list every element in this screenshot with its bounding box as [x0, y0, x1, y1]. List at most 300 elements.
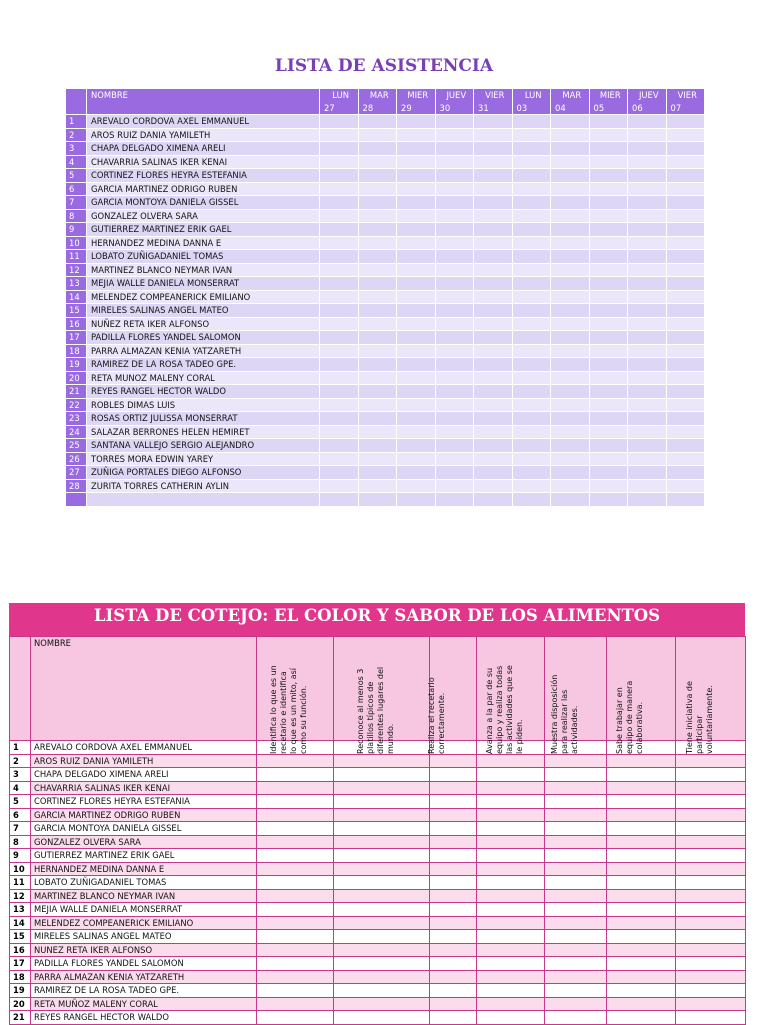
attendance-cell[interactable] — [397, 196, 436, 210]
checklist-cell[interactable] — [430, 916, 477, 930]
attendance-cell[interactable] — [512, 142, 551, 156]
attendance-cell[interactable] — [512, 479, 551, 493]
attendance-cell[interactable] — [551, 425, 590, 439]
attendance-cell[interactable] — [589, 331, 628, 345]
attendance-cell[interactable] — [589, 290, 628, 304]
attendance-cell[interactable] — [397, 412, 436, 426]
attendance-cell[interactable] — [551, 250, 590, 264]
attendance-cell[interactable] — [628, 155, 667, 169]
attendance-cell[interactable] — [628, 128, 667, 142]
attendance-cell[interactable] — [589, 452, 628, 466]
attendance-cell[interactable] — [628, 169, 667, 183]
checklist-cell[interactable] — [607, 781, 676, 795]
attendance-cell[interactable] — [358, 466, 397, 480]
attendance-cell[interactable] — [666, 479, 705, 493]
attendance-cell[interactable] — [474, 317, 513, 331]
checklist-cell[interactable] — [334, 835, 430, 849]
checklist-cell[interactable] — [607, 835, 676, 849]
checklist-cell[interactable] — [676, 835, 746, 849]
attendance-cell[interactable] — [397, 128, 436, 142]
attendance-cell[interactable] — [628, 317, 667, 331]
checklist-cell[interactable] — [477, 781, 545, 795]
attendance-cell[interactable] — [589, 466, 628, 480]
attendance-cell[interactable] — [512, 466, 551, 480]
attendance-cell[interactable] — [551, 236, 590, 250]
attendance-cell[interactable] — [320, 371, 359, 385]
attendance-cell[interactable] — [397, 385, 436, 399]
attendance-cell[interactable] — [435, 196, 474, 210]
attendance-cell[interactable] — [512, 209, 551, 223]
checklist-cell[interactable] — [430, 754, 477, 768]
attendance-cell[interactable] — [666, 371, 705, 385]
checklist-cell[interactable] — [334, 943, 430, 957]
checklist-cell[interactable] — [676, 768, 746, 782]
checklist-cell[interactable] — [477, 876, 545, 890]
attendance-cell[interactable] — [320, 223, 359, 237]
checklist-cell[interactable] — [334, 822, 430, 836]
attendance-cell[interactable] — [666, 196, 705, 210]
attendance-cell[interactable] — [551, 277, 590, 291]
checklist-cell[interactable] — [477, 768, 545, 782]
attendance-cell[interactable] — [320, 358, 359, 372]
checklist-cell[interactable] — [334, 862, 430, 876]
attendance-cell[interactable] — [512, 169, 551, 183]
attendance-cell[interactable] — [628, 493, 667, 507]
attendance-cell[interactable] — [474, 169, 513, 183]
attendance-cell[interactable] — [666, 250, 705, 264]
checklist-cell[interactable] — [477, 970, 545, 984]
attendance-cell[interactable] — [358, 479, 397, 493]
attendance-cell[interactable] — [358, 425, 397, 439]
checklist-cell[interactable] — [545, 916, 607, 930]
checklist-cell[interactable] — [676, 997, 746, 1011]
attendance-cell[interactable] — [320, 479, 359, 493]
checklist-cell[interactable] — [477, 822, 545, 836]
attendance-cell[interactable] — [628, 209, 667, 223]
attendance-cell[interactable] — [435, 358, 474, 372]
attendance-cell[interactable] — [628, 452, 667, 466]
checklist-cell[interactable] — [257, 970, 334, 984]
checklist-cell[interactable] — [257, 903, 334, 917]
attendance-cell[interactable] — [474, 250, 513, 264]
attendance-cell[interactable] — [320, 115, 359, 129]
attendance-cell[interactable] — [512, 236, 551, 250]
checklist-cell[interactable] — [545, 1011, 607, 1025]
attendance-cell[interactable] — [628, 439, 667, 453]
checklist-cell[interactable] — [430, 822, 477, 836]
checklist-cell[interactable] — [607, 970, 676, 984]
attendance-cell[interactable] — [397, 425, 436, 439]
attendance-cell[interactable] — [320, 344, 359, 358]
attendance-cell[interactable] — [474, 115, 513, 129]
attendance-cell[interactable] — [320, 263, 359, 277]
attendance-cell[interactable] — [589, 250, 628, 264]
checklist-cell[interactable] — [257, 849, 334, 863]
checklist-cell[interactable] — [477, 1011, 545, 1025]
attendance-cell[interactable] — [474, 398, 513, 412]
attendance-cell[interactable] — [397, 236, 436, 250]
attendance-cell[interactable] — [589, 358, 628, 372]
attendance-cell[interactable] — [474, 331, 513, 345]
attendance-cell[interactable] — [397, 344, 436, 358]
attendance-cell[interactable] — [551, 169, 590, 183]
checklist-cell[interactable] — [676, 795, 746, 809]
checklist-cell[interactable] — [257, 957, 334, 971]
attendance-cell[interactable] — [666, 155, 705, 169]
attendance-cell[interactable] — [551, 182, 590, 196]
checklist-cell[interactable] — [607, 916, 676, 930]
attendance-cell[interactable] — [358, 223, 397, 237]
checklist-cell[interactable] — [334, 997, 430, 1011]
attendance-cell[interactable] — [435, 317, 474, 331]
attendance-cell[interactable] — [512, 385, 551, 399]
attendance-cell[interactable] — [474, 263, 513, 277]
attendance-cell[interactable] — [551, 223, 590, 237]
attendance-cell[interactable] — [551, 290, 590, 304]
attendance-cell[interactable] — [435, 398, 474, 412]
attendance-cell[interactable] — [589, 155, 628, 169]
checklist-cell[interactable] — [477, 943, 545, 957]
attendance-cell[interactable] — [474, 155, 513, 169]
checklist-cell[interactable] — [257, 943, 334, 957]
attendance-cell[interactable] — [358, 169, 397, 183]
attendance-cell[interactable] — [551, 439, 590, 453]
checklist-cell[interactable] — [607, 862, 676, 876]
attendance-cell[interactable] — [628, 290, 667, 304]
attendance-cell[interactable] — [628, 250, 667, 264]
attendance-cell[interactable] — [320, 412, 359, 426]
attendance-cell[interactable] — [589, 169, 628, 183]
attendance-cell[interactable] — [435, 479, 474, 493]
attendance-cell[interactable] — [397, 371, 436, 385]
attendance-cell[interactable] — [435, 331, 474, 345]
checklist-cell[interactable] — [334, 1011, 430, 1025]
checklist-cell[interactable] — [430, 970, 477, 984]
attendance-cell[interactable] — [666, 344, 705, 358]
checklist-cell[interactable] — [430, 768, 477, 782]
attendance-cell[interactable] — [358, 398, 397, 412]
attendance-cell[interactable] — [358, 358, 397, 372]
checklist-cell[interactable] — [257, 781, 334, 795]
attendance-cell[interactable] — [666, 358, 705, 372]
attendance-cell[interactable] — [666, 263, 705, 277]
checklist-cell[interactable] — [334, 970, 430, 984]
attendance-cell[interactable] — [666, 236, 705, 250]
attendance-cell[interactable] — [397, 209, 436, 223]
checklist-cell[interactable] — [257, 1011, 334, 1025]
attendance-cell[interactable] — [666, 223, 705, 237]
attendance-cell[interactable] — [474, 277, 513, 291]
attendance-cell[interactable] — [435, 223, 474, 237]
checklist-cell[interactable] — [676, 822, 746, 836]
attendance-cell[interactable] — [474, 304, 513, 318]
checklist-cell[interactable] — [607, 984, 676, 998]
attendance-cell[interactable] — [358, 371, 397, 385]
attendance-cell[interactable] — [551, 412, 590, 426]
checklist-cell[interactable] — [430, 835, 477, 849]
checklist-cell[interactable] — [430, 795, 477, 809]
attendance-cell[interactable] — [589, 425, 628, 439]
attendance-cell[interactable] — [589, 115, 628, 129]
checklist-cell[interactable] — [477, 862, 545, 876]
checklist-cell[interactable] — [676, 970, 746, 984]
attendance-cell[interactable] — [397, 290, 436, 304]
attendance-cell[interactable] — [628, 425, 667, 439]
attendance-cell[interactable] — [551, 331, 590, 345]
attendance-cell[interactable] — [589, 439, 628, 453]
attendance-cell[interactable] — [628, 223, 667, 237]
attendance-cell[interactable] — [358, 317, 397, 331]
checklist-cell[interactable] — [477, 889, 545, 903]
checklist-cell[interactable] — [477, 795, 545, 809]
attendance-cell[interactable] — [589, 304, 628, 318]
checklist-cell[interactable] — [430, 997, 477, 1011]
attendance-cell[interactable] — [474, 412, 513, 426]
attendance-cell[interactable] — [551, 398, 590, 412]
checklist-cell[interactable] — [257, 754, 334, 768]
attendance-cell[interactable] — [628, 277, 667, 291]
attendance-cell[interactable] — [474, 128, 513, 142]
checklist-cell[interactable] — [334, 849, 430, 863]
attendance-cell[interactable] — [589, 317, 628, 331]
checklist-cell[interactable] — [430, 781, 477, 795]
attendance-cell[interactable] — [397, 398, 436, 412]
checklist-cell[interactable] — [257, 930, 334, 944]
checklist-cell[interactable] — [545, 781, 607, 795]
attendance-cell[interactable] — [320, 182, 359, 196]
checklist-cell[interactable] — [477, 754, 545, 768]
attendance-cell[interactable] — [320, 155, 359, 169]
checklist-cell[interactable] — [334, 768, 430, 782]
checklist-cell[interactable] — [257, 808, 334, 822]
checklist-cell[interactable] — [257, 889, 334, 903]
attendance-cell[interactable] — [512, 331, 551, 345]
checklist-cell[interactable] — [477, 930, 545, 944]
checklist-cell[interactable] — [545, 903, 607, 917]
attendance-cell[interactable] — [551, 155, 590, 169]
attendance-cell[interactable] — [474, 371, 513, 385]
attendance-cell[interactable] — [666, 169, 705, 183]
attendance-cell[interactable] — [628, 304, 667, 318]
checklist-cell[interactable] — [334, 808, 430, 822]
attendance-cell[interactable] — [589, 236, 628, 250]
attendance-cell[interactable] — [589, 412, 628, 426]
checklist-cell[interactable] — [676, 889, 746, 903]
attendance-cell[interactable] — [435, 263, 474, 277]
attendance-cell[interactable] — [358, 344, 397, 358]
attendance-cell[interactable] — [435, 277, 474, 291]
attendance-cell[interactable] — [551, 385, 590, 399]
checklist-cell[interactable] — [676, 930, 746, 944]
attendance-cell[interactable] — [551, 128, 590, 142]
attendance-cell[interactable] — [589, 182, 628, 196]
attendance-cell[interactable] — [435, 290, 474, 304]
attendance-cell[interactable] — [320, 128, 359, 142]
attendance-cell[interactable] — [320, 236, 359, 250]
attendance-cell[interactable] — [589, 493, 628, 507]
attendance-cell[interactable] — [474, 439, 513, 453]
checklist-cell[interactable] — [676, 781, 746, 795]
checklist-cell[interactable] — [545, 795, 607, 809]
attendance-cell[interactable] — [512, 223, 551, 237]
attendance-cell[interactable] — [474, 452, 513, 466]
attendance-cell[interactable] — [358, 385, 397, 399]
attendance-cell[interactable] — [397, 142, 436, 156]
attendance-cell[interactable] — [474, 196, 513, 210]
attendance-cell[interactable] — [435, 115, 474, 129]
checklist-cell[interactable] — [257, 916, 334, 930]
attendance-cell[interactable] — [358, 263, 397, 277]
attendance-cell[interactable] — [474, 182, 513, 196]
attendance-cell[interactable] — [628, 358, 667, 372]
attendance-cell[interactable] — [320, 452, 359, 466]
checklist-cell[interactable] — [607, 754, 676, 768]
attendance-cell[interactable] — [358, 142, 397, 156]
attendance-cell[interactable] — [666, 142, 705, 156]
checklist-cell[interactable] — [607, 943, 676, 957]
checklist-cell[interactable] — [430, 930, 477, 944]
checklist-cell[interactable] — [334, 795, 430, 809]
attendance-cell[interactable] — [551, 304, 590, 318]
checklist-cell[interactable] — [430, 849, 477, 863]
checklist-cell[interactable] — [430, 957, 477, 971]
checklist-cell[interactable] — [430, 862, 477, 876]
attendance-cell[interactable] — [589, 128, 628, 142]
attendance-cell[interactable] — [397, 263, 436, 277]
checklist-cell[interactable] — [607, 876, 676, 890]
checklist-cell[interactable] — [430, 1011, 477, 1025]
attendance-cell[interactable] — [512, 344, 551, 358]
attendance-cell[interactable] — [397, 304, 436, 318]
attendance-cell[interactable] — [474, 344, 513, 358]
checklist-cell[interactable] — [334, 903, 430, 917]
attendance-cell[interactable] — [397, 277, 436, 291]
attendance-cell[interactable] — [666, 277, 705, 291]
checklist-cell[interactable] — [257, 862, 334, 876]
attendance-cell[interactable] — [666, 412, 705, 426]
attendance-cell[interactable] — [512, 304, 551, 318]
attendance-cell[interactable] — [589, 209, 628, 223]
checklist-cell[interactable] — [334, 876, 430, 890]
attendance-cell[interactable] — [320, 277, 359, 291]
attendance-cell[interactable] — [551, 466, 590, 480]
checklist-cell[interactable] — [676, 916, 746, 930]
checklist-cell[interactable] — [477, 916, 545, 930]
attendance-cell[interactable] — [397, 452, 436, 466]
attendance-cell[interactable] — [474, 385, 513, 399]
attendance-cell[interactable] — [512, 317, 551, 331]
attendance-cell[interactable] — [435, 371, 474, 385]
attendance-cell[interactable] — [320, 385, 359, 399]
checklist-cell[interactable] — [477, 957, 545, 971]
attendance-cell[interactable] — [551, 479, 590, 493]
attendance-cell[interactable] — [397, 250, 436, 264]
attendance-cell[interactable] — [589, 385, 628, 399]
attendance-cell[interactable] — [320, 209, 359, 223]
checklist-cell[interactable] — [334, 957, 430, 971]
attendance-cell[interactable] — [666, 317, 705, 331]
attendance-cell[interactable] — [320, 169, 359, 183]
attendance-cell[interactable] — [397, 182, 436, 196]
attendance-cell[interactable] — [358, 439, 397, 453]
checklist-cell[interactable] — [607, 930, 676, 944]
attendance-cell[interactable] — [666, 182, 705, 196]
checklist-cell[interactable] — [545, 862, 607, 876]
attendance-cell[interactable] — [551, 142, 590, 156]
attendance-cell[interactable] — [666, 115, 705, 129]
checklist-cell[interactable] — [545, 768, 607, 782]
checklist-cell[interactable] — [545, 835, 607, 849]
attendance-cell[interactable] — [358, 115, 397, 129]
checklist-cell[interactable] — [430, 808, 477, 822]
attendance-cell[interactable] — [320, 142, 359, 156]
attendance-cell[interactable] — [358, 331, 397, 345]
checklist-cell[interactable] — [334, 781, 430, 795]
checklist-cell[interactable] — [545, 970, 607, 984]
attendance-cell[interactable] — [320, 250, 359, 264]
attendance-cell[interactable] — [512, 358, 551, 372]
attendance-cell[interactable] — [512, 155, 551, 169]
attendance-cell[interactable] — [551, 358, 590, 372]
attendance-cell[interactable] — [628, 371, 667, 385]
attendance-cell[interactable] — [474, 425, 513, 439]
attendance-cell[interactable] — [666, 290, 705, 304]
attendance-cell[interactable] — [320, 466, 359, 480]
attendance-cell[interactable] — [397, 331, 436, 345]
attendance-cell[interactable] — [666, 466, 705, 480]
checklist-cell[interactable] — [430, 903, 477, 917]
attendance-cell[interactable] — [512, 439, 551, 453]
attendance-cell[interactable] — [435, 250, 474, 264]
attendance-cell[interactable] — [397, 479, 436, 493]
attendance-cell[interactable] — [397, 466, 436, 480]
checklist-cell[interactable] — [257, 768, 334, 782]
attendance-cell[interactable] — [512, 493, 551, 507]
attendance-cell[interactable] — [358, 236, 397, 250]
attendance-cell[interactable] — [358, 209, 397, 223]
attendance-cell[interactable] — [512, 263, 551, 277]
checklist-cell[interactable] — [257, 822, 334, 836]
attendance-cell[interactable] — [512, 290, 551, 304]
attendance-cell[interactable] — [358, 452, 397, 466]
attendance-cell[interactable] — [628, 142, 667, 156]
checklist-cell[interactable] — [607, 849, 676, 863]
attendance-cell[interactable] — [628, 263, 667, 277]
checklist-cell[interactable] — [477, 984, 545, 998]
attendance-cell[interactable] — [435, 344, 474, 358]
checklist-cell[interactable] — [676, 984, 746, 998]
attendance-cell[interactable] — [435, 128, 474, 142]
attendance-cell[interactable] — [666, 439, 705, 453]
checklist-cell[interactable] — [545, 849, 607, 863]
checklist-cell[interactable] — [334, 916, 430, 930]
attendance-cell[interactable] — [551, 115, 590, 129]
attendance-cell[interactable] — [628, 479, 667, 493]
checklist-cell[interactable] — [430, 889, 477, 903]
attendance-cell[interactable] — [320, 196, 359, 210]
attendance-cell[interactable] — [474, 493, 513, 507]
attendance-cell[interactable] — [628, 398, 667, 412]
attendance-cell[interactable] — [589, 344, 628, 358]
attendance-cell[interactable] — [435, 209, 474, 223]
attendance-cell[interactable] — [551, 209, 590, 223]
checklist-cell[interactable] — [545, 808, 607, 822]
attendance-cell[interactable] — [435, 466, 474, 480]
checklist-cell[interactable] — [430, 984, 477, 998]
attendance-cell[interactable] — [397, 439, 436, 453]
attendance-cell[interactable] — [551, 263, 590, 277]
attendance-cell[interactable] — [628, 385, 667, 399]
